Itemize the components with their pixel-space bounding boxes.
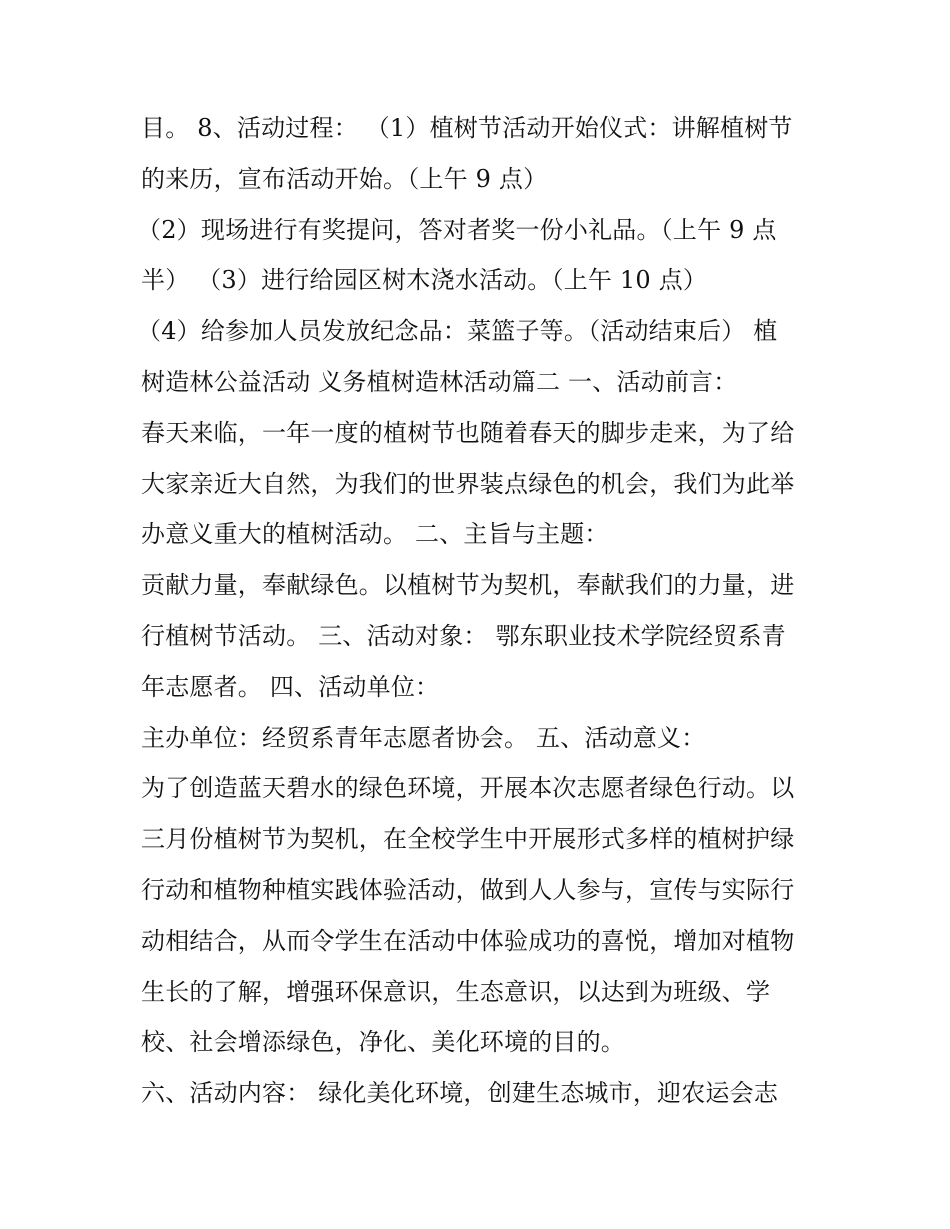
text-line: 动相结合，从而令学生在活动中体验成功的喜悦，增加对植物 — [141, 926, 795, 955]
text-line: 半） （3）进行给园区树木浇水活动。（上午 10 点） — [141, 266, 708, 295]
text-line: 贡献力量，奉献绿色。以植树节为契机，奉献我们的力量，进 — [141, 571, 795, 600]
text-line: 三月份植树节为契机，在全校学生中开展形式多样的植树护绿 — [141, 825, 795, 854]
text-line: 办意义重大的植树活动。 二、主旨与主题： — [141, 520, 609, 549]
text-line: 年志愿者。 四、活动单位： — [141, 672, 440, 701]
text-line: 六、活动内容： 绿化美化环境，创建生态城市，迎农运会志 — [141, 1079, 779, 1108]
text-line: 大家亲近大自然，为我们的世界装点绿色的机会，我们为此举 — [141, 469, 795, 498]
text-line: 目。 8、活动过程： （1）植树节活动开始仪式：讲解植树节 — [141, 114, 793, 142]
text-line: 行动和植物种植实践体验活动，做到人人参与，宣传与实际行 — [141, 875, 795, 904]
document-body — [137, 103, 821, 1119]
text-line: 春天来临，一年一度的植树节也随着春天的脚步走来，为了给 — [141, 418, 795, 447]
text-line: 的来历，宣布活动开始。（上午 9 点） — [141, 164, 548, 193]
text-line: 行植树节活动。 三、活动对象： 鄂东职业技术学院经贸系青 — [141, 621, 786, 650]
text-line: 生长的了解，增强环保意识，生态意识，以达到为班级、学 — [141, 977, 771, 1006]
text-line: 校、社会增添绿色，净化、美化环境的目的。 — [141, 1028, 625, 1057]
text-line: （2）现场进行有奖提问，答对者奖一份小礼品。（上午 9 点 — [137, 215, 777, 244]
text-line: 为了创造蓝天碧水的绿色环境，开展本次志愿者绿色行动。以 — [141, 774, 795, 803]
text-line: 主办单位：经贸系青年志愿者协会。 五、活动意义： — [141, 723, 706, 752]
text-line: 树造林公益活动 义务植树造林活动篇二 一、活动前言： — [141, 367, 738, 396]
text-line: （4）给参加人员发放纪念品：菜篮子等。（活动结束后） 植 — [137, 317, 778, 346]
